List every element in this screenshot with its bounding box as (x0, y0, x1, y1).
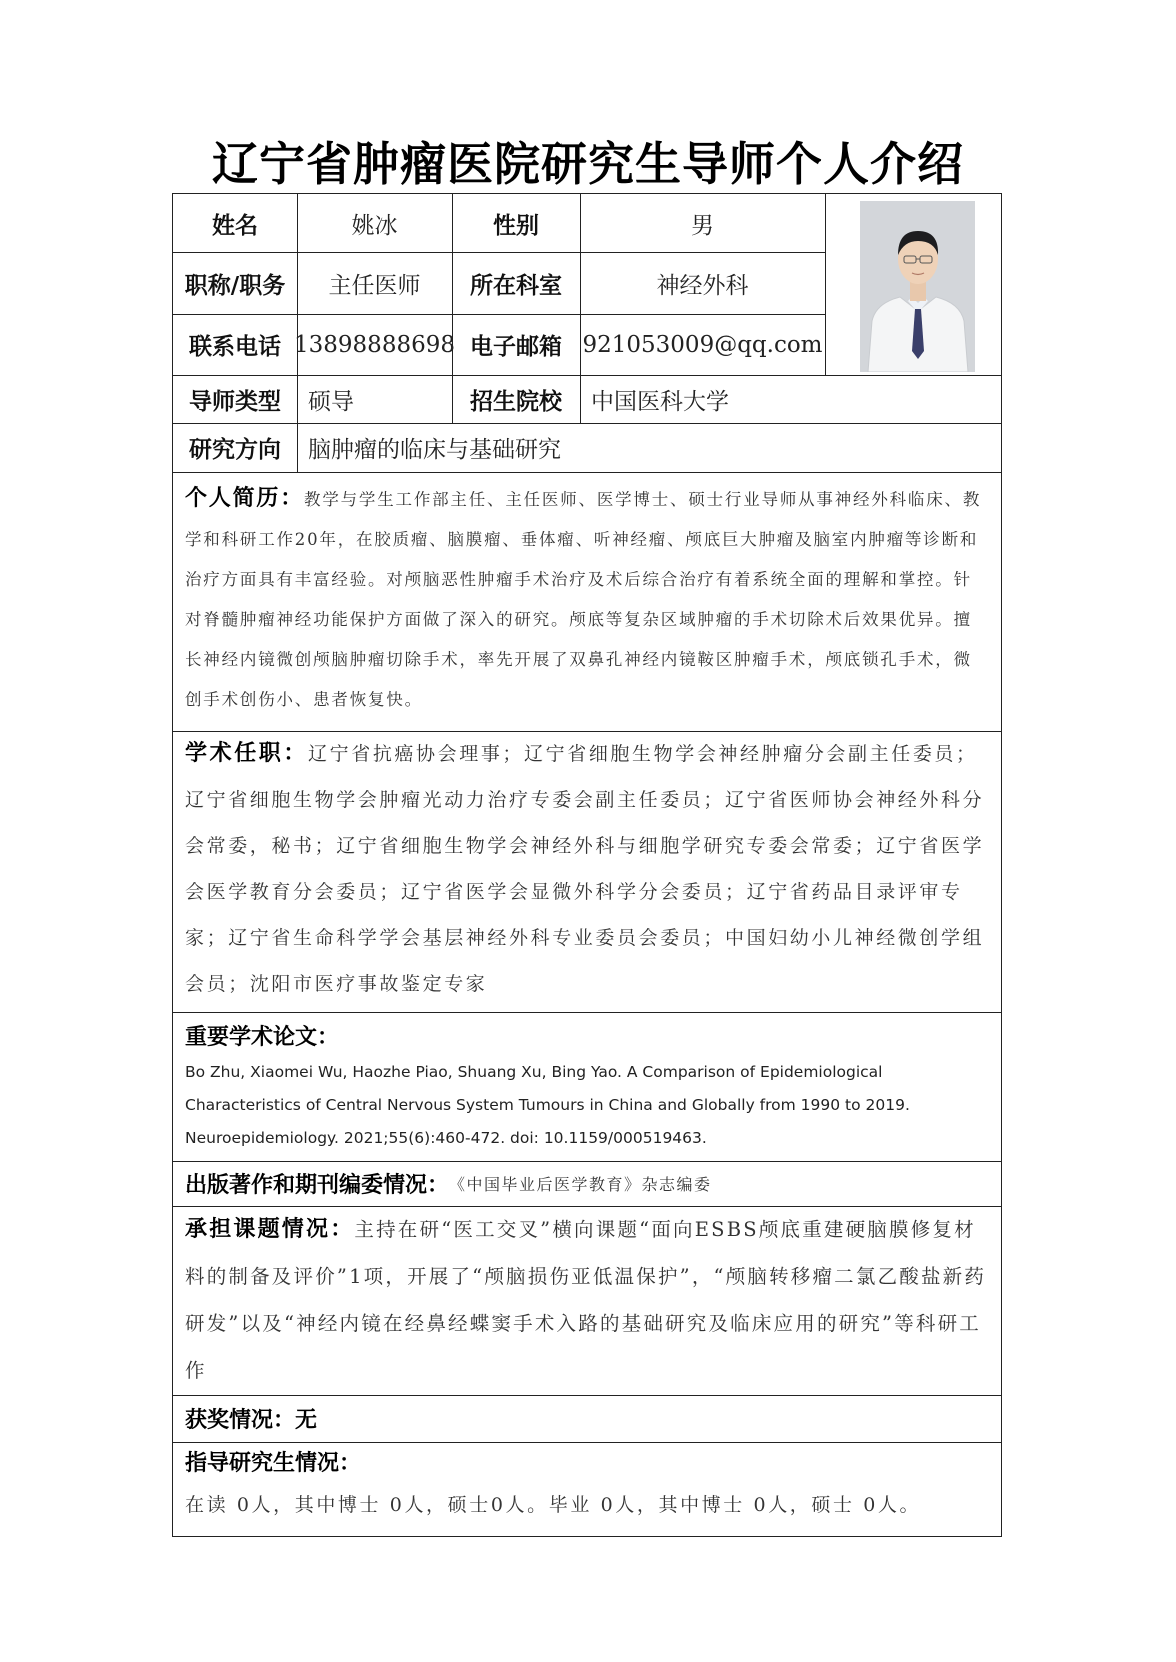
publications-section (185, 1161, 989, 1206)
publications-heading: 出版著作和期刊编委情况： (185, 1173, 450, 1198)
profile-table (172, 193, 1002, 1537)
page-title: 辽宁省肿瘤医院研究生导师个人介绍 (212, 137, 964, 191)
academic-heading: 学术任职： (185, 741, 309, 766)
research-label: 研究方向 (189, 437, 281, 463)
awards-section (185, 1395, 989, 1442)
projects-text: 主持在研“医工交叉”横向课题“面向ESBS颅底重建硬脑膜修复材料的制备及评价”1项，开展了“颅脑损伤亚低温保护”，“颅脑转移瘤二氯乙酸盐新药研发”以及“神经内镜在经鼻经蝶窦手术入路的基础研究及临床应用的研究”等科研工作 (185, 1218, 987, 1382)
projects-section (185, 1206, 989, 1394)
bio-section (185, 479, 989, 720)
portrait-icon (860, 201, 975, 372)
papers-heading: 重要学术论文： (185, 1025, 340, 1050)
students-text: 在读 0人，其中博士 0人，硕士0人。毕业 0人，其中博士 0人，硕士 0人。 (185, 1494, 922, 1516)
mentor-type-label: 导师类型 (189, 388, 281, 415)
bio-heading: 个人简历： (185, 486, 305, 511)
title-value: 主任医师 (328, 272, 421, 299)
papers-text: Bo Zhu, Xiaomei Wu, Haozhe Piao, Shuang Xu, Bing Yao. A Comparison of Epidemiological Characteristics of Central Nervous System Tumours in China and Globally from 1990 to 2019. Neuroepidemiology. 2021;55(6):460-472. doi: 10.1159/000519463. (185, 1063, 910, 1147)
bio-text: 教学与学生工作部主任、主任医师、医学博士、硕士行业导师从事神经外科临床、教学和科研工作20年，在胶质瘤、脑膜瘤、垂体瘤、听神经瘤、颅底巨大肿瘤及脑室内肿瘤等诊断和治疗方面具有丰富经验。对颅脑恶性肿瘤手术治疗及术后综合治疗有着系统全面的理解和掌控。针对脊髓肿瘤神经功能保护方面做了深入的研究。颅底等复杂区域肿瘤的手术切除术后效果优异。擅长神经内镜微创颅脑肿瘤切除手术，率先开展了双鼻孔神经内镜鞍区肿瘤手术，颅底锁孔手术，微创手术创伤小、患者恢复快。 (185, 490, 982, 709)
papers-section (185, 1020, 989, 1155)
name-label: 姓名 (212, 212, 258, 239)
academic-text: 辽宁省抗癌协会理事；辽宁省细胞生物学会神经肿瘤分会副主任委员；辽宁省细胞生物学会肿瘤光动力治疗专委会副主任委员；辽宁省医师协会神经外科分会常委，秘书；辽宁省细胞生物学会神经外科与细胞学研究专委会常委；辽宁省医学会医学教育分会委员；辽宁省医学会显微外科学分会委员；辽宁省药品目录评审专家；辽宁省生命科学学会基层神经外科专业委员会委员；中国妇幼小儿神经微创学组会员；沈阳市医疗事故鉴定专家 (185, 743, 985, 995)
awards-text: 无 (295, 1408, 318, 1433)
dept-value: 神经外科 (656, 272, 749, 299)
email-label: 电子邮箱 (470, 334, 562, 360)
students-section (185, 1446, 989, 1528)
dept-label: 所在科室 (470, 272, 562, 299)
students-heading: 指导研究生情况： (185, 1451, 362, 1476)
title-label: 职称/职务 (184, 272, 286, 299)
projects-heading: 承担课题情况： (185, 1217, 355, 1242)
name-value: 姚冰 (351, 212, 398, 239)
research-value: 脑肿瘤的临床与基础研究 (308, 437, 561, 463)
gender-value: 男 (691, 212, 714, 239)
school-value: 中国医科大学 (591, 388, 729, 415)
academic-section (185, 731, 989, 1007)
publications-text: 《中国毕业后医学教育》杂志编委 (449, 1175, 712, 1194)
mentor-type-value: 硕导 (308, 388, 354, 415)
awards-heading: 获奖情况： (185, 1408, 296, 1433)
portrait-photo (860, 201, 975, 372)
phone-label: 联系电话 (189, 334, 281, 360)
gender-label: 性别 (493, 212, 539, 239)
phone-value: 13898888698 (294, 331, 455, 358)
school-label: 招生院校 (470, 388, 562, 415)
email-value: 921053009@qq.com (582, 331, 823, 358)
